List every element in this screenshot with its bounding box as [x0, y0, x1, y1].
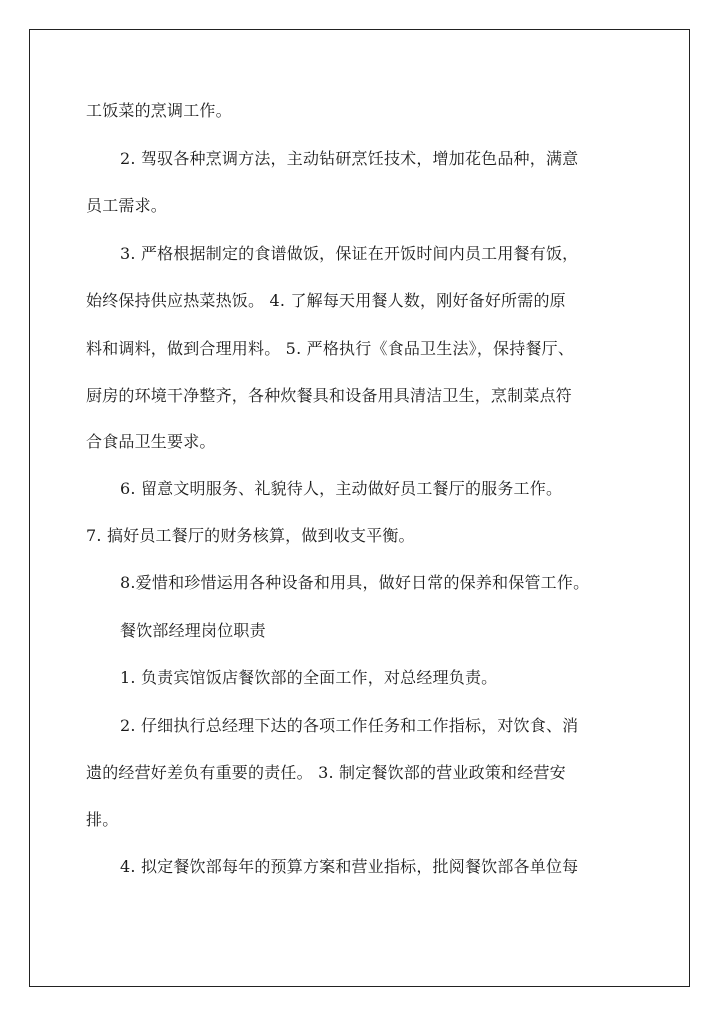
- text-line: 4. 拟定餐饮部每年的预算方案和营业指标，批阅餐饮部各单位每: [120, 857, 579, 876]
- text-line: 工饭菜的烹调工作。: [86, 101, 232, 120]
- text-line: 料和调料，做到合理用料。 5. 严格执行《食品卫生法》，保持餐厅、: [86, 339, 575, 358]
- text-line: 6. 留意文明服务、礼貌待人，主动做好员工餐厅的服务工作。: [120, 479, 563, 498]
- text-line: 排。: [86, 810, 119, 829]
- text-line: 遗的经营好差负有重要的责任。 3. 制定餐饮部的营业政策和经营安: [86, 763, 566, 782]
- text-line: 7. 搞好员工餐厅的财务核算，做到收支平衡。: [86, 526, 415, 545]
- text-line: 1. 负责宾馆饭店餐饮部的全面工作，对总经理负责。: [120, 668, 498, 687]
- text-line: 厨房的环境干净整齐，各种炊餐具和设备用具清洁卫生，烹制菜点符: [86, 386, 573, 405]
- text-line: 2. 驾驭各种烹调方法，主动钻研烹饪技术，增加花色品种，满意: [120, 149, 579, 168]
- text-line: 3. 严格根据制定的食谱做饭，保证在开饭时间内员工用餐有饭，: [120, 244, 579, 263]
- text-line: 合食品卫生要求。: [86, 432, 216, 451]
- text-line: 始终保持供应热菜热饭。 4. 了解每天用餐人数，刚好备好所需的原: [86, 291, 566, 310]
- section-heading: 餐饮部经理岗位职责: [120, 621, 266, 640]
- text-line: 员工需求。: [86, 196, 168, 215]
- page-border: [29, 29, 690, 987]
- text-line: 8.爱惜和珍惜运用各种设备和用具，做好日常的保养和保管工作。: [120, 573, 590, 592]
- text-line: 2. 仔细执行总经理下达的各项工作任务和工作指标，对饮食、消: [120, 716, 579, 735]
